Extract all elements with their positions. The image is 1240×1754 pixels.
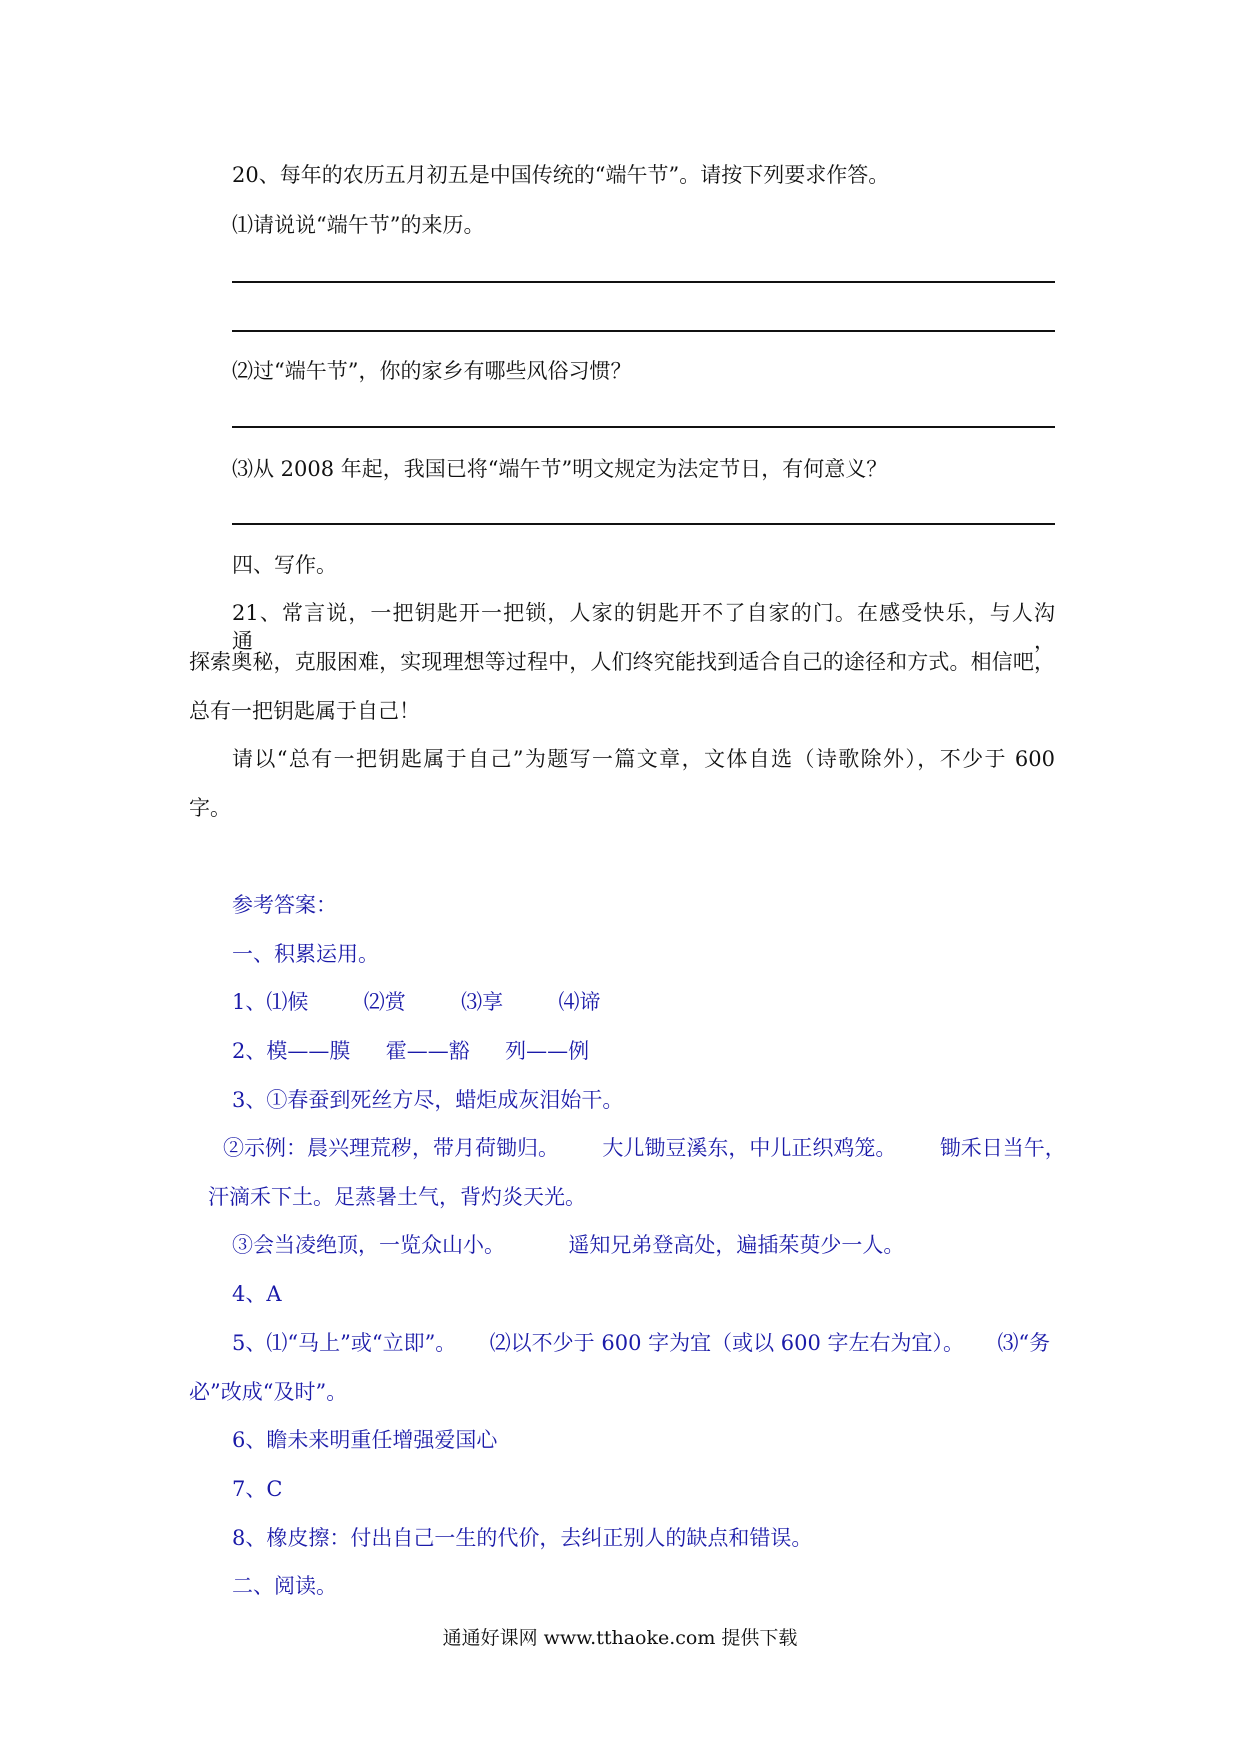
answer-3-3-part: ③会当凌绝顶，一览众山小。 xyxy=(232,1233,505,1257)
answer-1 xyxy=(232,988,601,1016)
answer-3-2-cont: 汗滴禾下土。足蒸暑土气，背灼炎天光。 xyxy=(208,1185,586,1209)
q20-sub2: ⑵过“端午节”，你的家乡有哪些风俗习惯？ xyxy=(232,359,632,383)
answer-5 xyxy=(232,1329,1050,1357)
answer-3-2 xyxy=(223,1134,1066,1162)
answer-line xyxy=(232,523,1055,525)
answer-1-part: ⑵赏 xyxy=(363,990,406,1014)
writing-task-line: 请以“总有一把钥匙属于自己”为题写一篇文章，文体自选（诗歌除外），不少于 600 xyxy=(232,747,1055,771)
page-footer: 通通好课网 www.tthaoke.com 提供下载 xyxy=(442,1627,798,1649)
answer-3-2-part: 锄禾日当午， xyxy=(939,1136,1066,1160)
answer-7: 7、C xyxy=(232,1477,283,1501)
answer-3-3-part: 遥知兄弟登高处，遍插茱萸少一人。 xyxy=(568,1233,905,1257)
answer-3-2-part: ②示例：晨兴理荒秽，带月荷锄归。 xyxy=(223,1136,559,1160)
answer-5-part: 5、⑴“马上”或“立即”。 xyxy=(232,1331,457,1355)
writing-prompt-line: 21、常言说，一把钥匙开一把锁，人家的钥匙开不了自家的门。在感受快乐，与人沟通， xyxy=(232,601,1055,653)
q20-title: 20、每年的农历五月初五是中国传统的“端午节”。请按下列要求作答。 xyxy=(232,163,890,187)
answer-3-3 xyxy=(232,1231,904,1259)
answer-2-part: 列——例 xyxy=(505,1039,590,1063)
answer-3-1: 3、①春蚕到死丝方尽，蜡炬成灰泪始干。 xyxy=(232,1088,624,1112)
writing-prompt-line: 总有一把钥匙属于自己！ xyxy=(189,699,420,723)
answers-heading: 参考答案： xyxy=(232,893,337,917)
answer-2-part: 霍——豁 xyxy=(385,1039,470,1063)
writing-prompt-line: 探索奥秘，克服困难，实现理想等过程中，人们终究能找到适合自己的途径和方式。相信吧， xyxy=(189,650,1055,674)
answer-4: 4、A xyxy=(232,1282,282,1306)
answers-section-2: 二、阅读。 xyxy=(232,1574,337,1598)
answer-8: 8、橡皮擦：付出自己一生的代价，去纠正别人的缺点和错误。 xyxy=(232,1526,813,1550)
writing-task-line: 字。 xyxy=(189,796,231,820)
answers-section-1: 一、积累运用。 xyxy=(232,942,379,966)
answer-1-part: ⑶享 xyxy=(461,990,504,1014)
answer-2 xyxy=(232,1037,589,1065)
q20-sub3: ⑶从 2008 年起，我国已将“端午节”明文规定为法定节日，有何意义？ xyxy=(232,457,888,481)
answer-2-part: 2、模——膜 xyxy=(232,1039,351,1063)
answer-1-part: 1、⑴候 xyxy=(232,990,309,1014)
q20-sub1: ⑴请说说“端午节”的来历。 xyxy=(232,213,485,237)
answer-line xyxy=(232,281,1055,283)
answer-line xyxy=(232,426,1055,428)
answer-1-part: ⑷谛 xyxy=(558,990,601,1014)
answer-5-part: ⑶“务 xyxy=(997,1331,1051,1355)
answer-5-part: ⑵以不少于 600 字为宜（或以 600 字左右为宜）。 xyxy=(489,1331,965,1355)
answer-line xyxy=(232,330,1055,332)
answer-6: 6、瞻未来明重任增强爱国心 xyxy=(232,1428,498,1452)
writing-heading: 四、写作。 xyxy=(232,553,337,577)
answer-5-cont: 必”改成“及时”。 xyxy=(189,1380,348,1404)
answer-3-2-part: 大儿锄豆溪东，中儿正织鸡笼。 xyxy=(602,1136,897,1160)
